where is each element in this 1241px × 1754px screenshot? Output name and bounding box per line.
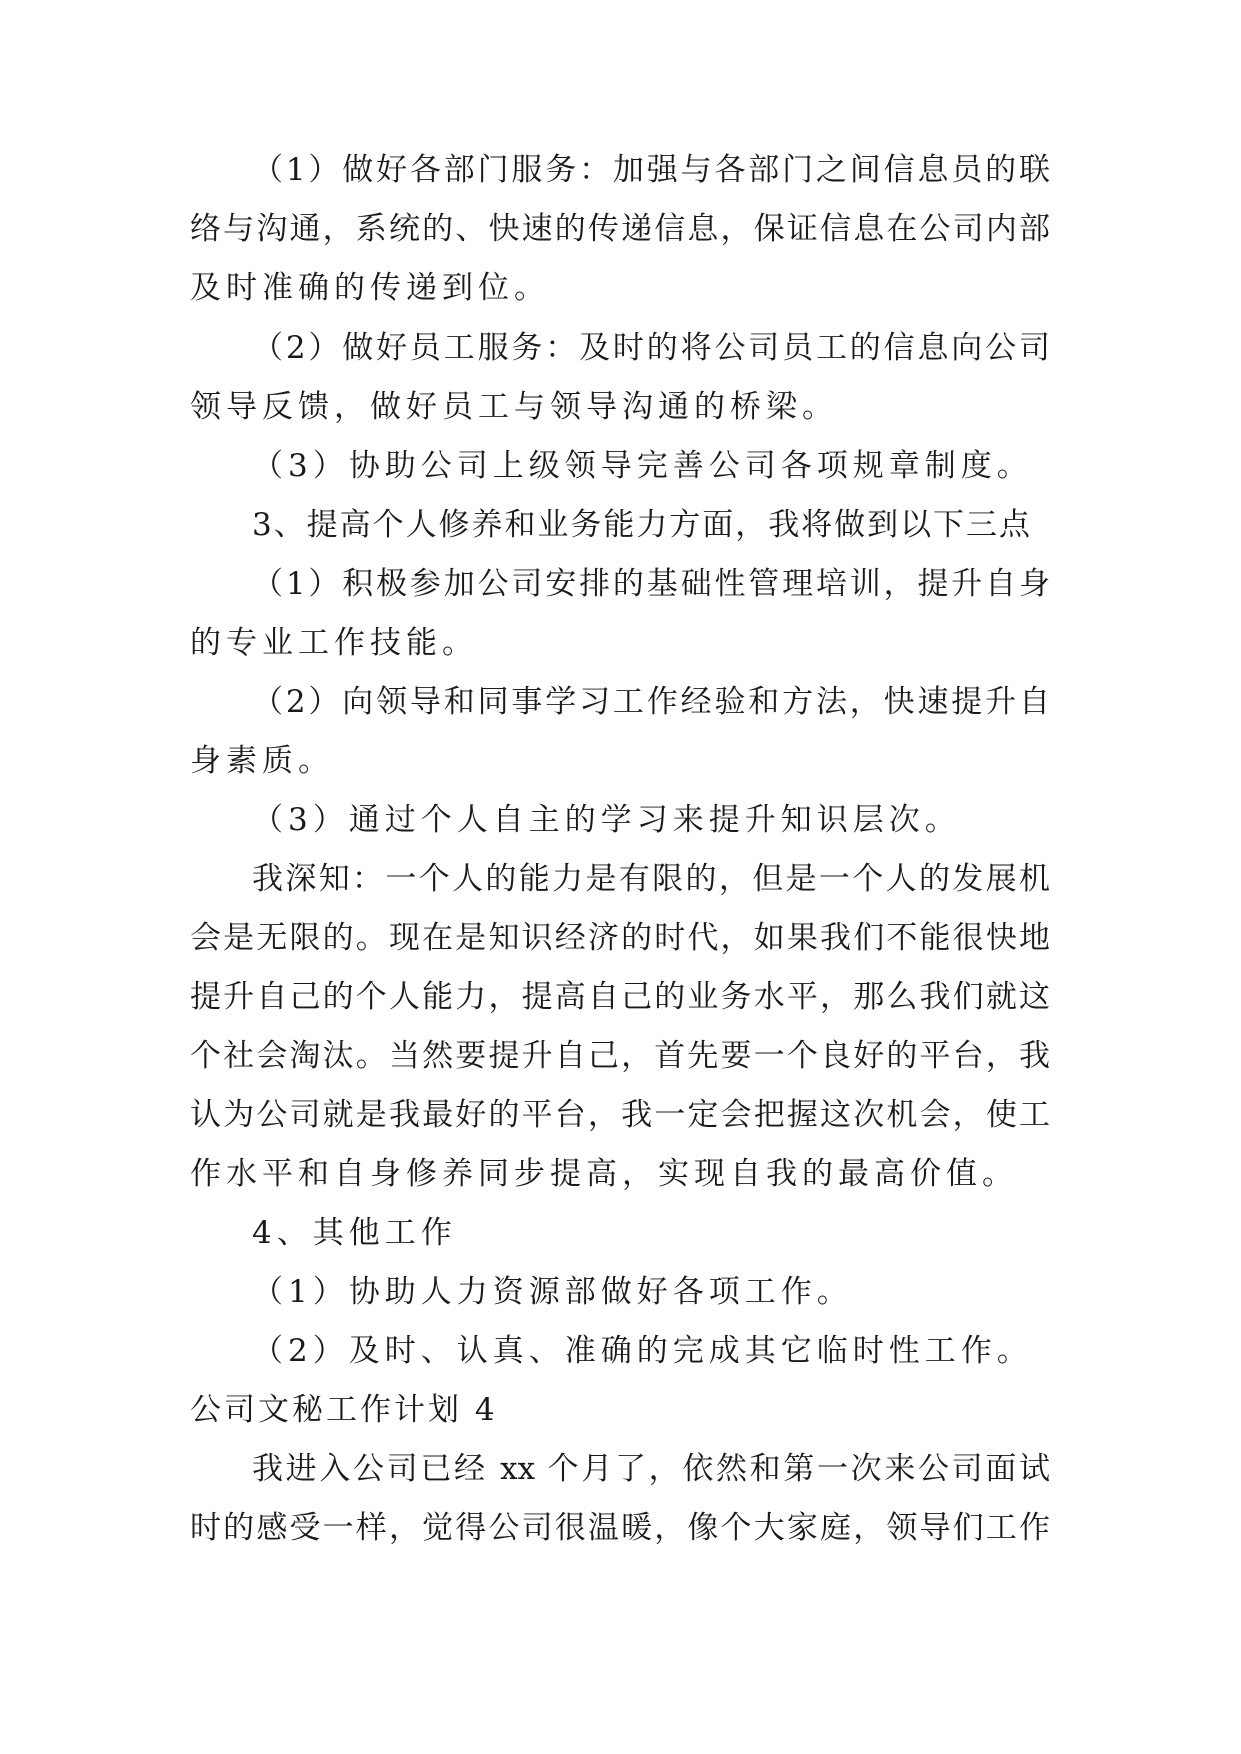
text-line: 身素质。 xyxy=(190,743,334,779)
text-line: 认为公司就是我最好的平台，我一定会把握这次机会，使工 xyxy=(190,1097,1050,1133)
text-line: 个社会淘汰。当然要提升自己，首先要一个良好的平台，我 xyxy=(190,1038,1050,1074)
text-line: （2）及时、认真、准确的完成其它临时性工作。 xyxy=(252,1333,1033,1369)
text-line: 络与沟通，系统的、快速的传递信息，保证信息在公司内部 xyxy=(190,211,1050,247)
section-heading: 3、提高个人修养和业务能力方面，我将做到以下三点 xyxy=(252,507,1030,543)
text-line: 我进入公司已经 xx 个月了，依然和第一次来公司面试 xyxy=(252,1451,1050,1487)
text-line: （1）做好各部门服务：加强与各部门之间信息员的联 xyxy=(252,152,1050,188)
text-line: （2）向领导和同事学习工作经验和方法，快速提升自 xyxy=(252,684,1050,720)
text-line: （1）协助人力资源部做好各项工作。 xyxy=(252,1274,853,1310)
section-heading: 4、其他工作 xyxy=(252,1215,457,1251)
text-line: 会是无限的。现在是知识经济的时代，如果我们不能很快地 xyxy=(190,920,1050,956)
text-line: 作水平和自身修养同步提高，实现自我的最高价值。 xyxy=(190,1156,1018,1192)
text-line: 我深知：一个人的能力是有限的，但是一个人的发展机 xyxy=(252,861,1050,897)
text-line: 的专业工作技能。 xyxy=(190,625,478,661)
text-line: （3）协助公司上级领导完善公司各项规章制度。 xyxy=(252,448,1033,484)
text-line: （1）积极参加公司安排的基础性管理培训，提升自身 xyxy=(252,566,1050,602)
text-line: 时的感受一样，觉得公司很温暖，像个大家庭，领导们工作 xyxy=(190,1510,1050,1546)
text-line: （2）做好员工服务：及时的将公司员工的信息向公司 xyxy=(252,330,1050,366)
document-title: 公司文秘工作计划 4 xyxy=(190,1392,498,1428)
text-line: 领导反馈，做好员工与领导沟通的桥梁。 xyxy=(190,389,838,425)
text-line: （3）通过个人自主的学习来提升知识层次。 xyxy=(252,802,961,838)
text-line: 及时准确的传递到位。 xyxy=(190,270,550,306)
text-line: 提升自己的个人能力，提高自己的业务水平，那么我们就这 xyxy=(190,979,1050,1015)
